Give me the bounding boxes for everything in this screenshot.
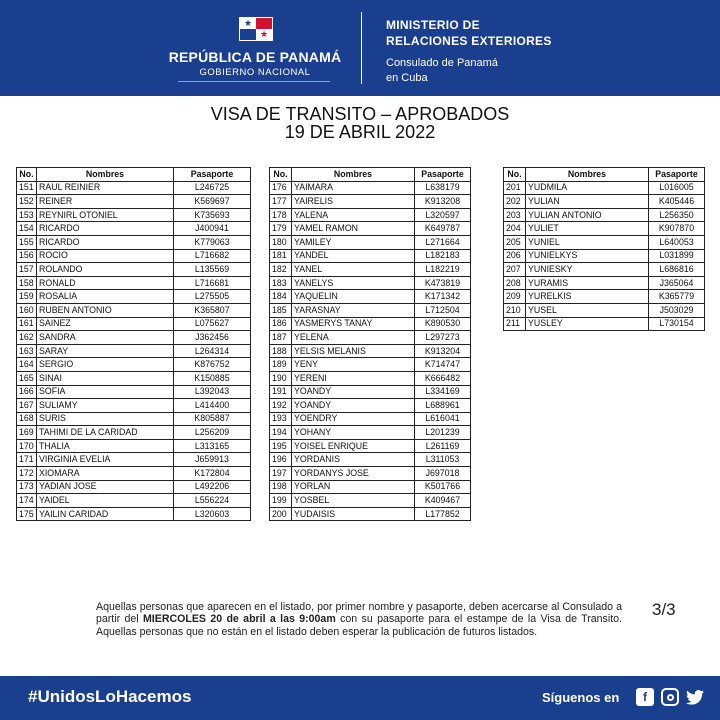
- table-row: [270, 467, 471, 481]
- facebook-icon[interactable]: f: [636, 688, 654, 706]
- row-name: SINAI: [37, 371, 174, 385]
- row-number: 186: [270, 317, 292, 331]
- row-number: 163: [17, 344, 37, 358]
- row-name: YANELYS: [292, 276, 415, 290]
- row-name: YUDMILA: [526, 181, 649, 195]
- row-passport: L313165: [174, 439, 251, 453]
- row-number: 188: [270, 344, 292, 358]
- table-row: [270, 235, 471, 249]
- table-row: [17, 344, 251, 358]
- row-name: YAILIN CARIDAD: [37, 507, 174, 521]
- row-name: YELENA: [292, 331, 415, 345]
- row-name: YUNIEL: [526, 235, 649, 249]
- table-row: [270, 263, 471, 277]
- row-number: 158: [17, 276, 37, 290]
- row-number: 152: [17, 195, 37, 209]
- row-name: SARAY: [37, 344, 174, 358]
- row-number: 191: [270, 385, 292, 399]
- table-row: [17, 371, 251, 385]
- row-passport: K171342: [415, 290, 471, 304]
- row-number: 169: [17, 426, 37, 440]
- table-row: [504, 317, 705, 331]
- page-indicator: 3/3: [652, 600, 676, 619]
- row-name: ROSALIA: [37, 290, 174, 304]
- row-name: REINER: [37, 195, 174, 209]
- row-name: REYNIRL OTONIEL: [37, 208, 174, 222]
- row-name: YAMILEY: [292, 235, 415, 249]
- instructions-note: [96, 601, 622, 638]
- table-row: [270, 371, 471, 385]
- row-name: YUNIESKY: [526, 263, 649, 277]
- note-text-2: con su pasaporte para el estampe de la Visa de Transito. Aquellas personas que no están en el listado deben esperar la publicación de futuros listados.: [96, 613, 622, 638]
- table-row: [17, 290, 251, 304]
- row-number: 203: [504, 208, 526, 222]
- consulate-line-2: en Cuba: [386, 72, 428, 84]
- table-row: [17, 399, 251, 413]
- row-passport: L016005: [649, 181, 705, 195]
- table-row: [504, 181, 705, 195]
- table-row: [504, 195, 705, 209]
- government-subtitle: GOBIERNO NACIONAL: [199, 67, 311, 78]
- row-passport: K714747: [415, 358, 471, 372]
- row-passport: L297273: [415, 331, 471, 345]
- col-header-no: No.: [270, 168, 292, 182]
- row-name: YULIAN: [526, 195, 649, 209]
- table-row: [270, 344, 471, 358]
- row-passport: J697018: [415, 467, 471, 481]
- row-passport: L640053: [649, 235, 705, 249]
- row-number: 178: [270, 208, 292, 222]
- row-name: YOISEL ENRIQUE: [292, 439, 415, 453]
- row-number: 183: [270, 276, 292, 290]
- row-number: 166: [17, 385, 37, 399]
- row-name: YULIET: [526, 222, 649, 236]
- row-passport: L256350: [649, 208, 705, 222]
- table-row: [504, 222, 705, 236]
- row-name: YUSEL: [526, 303, 649, 317]
- table-row: [270, 331, 471, 345]
- table-row: [270, 453, 471, 467]
- row-number: 159: [17, 290, 37, 304]
- row-name: YOENDRY: [292, 412, 415, 426]
- row-number: 193: [270, 412, 292, 426]
- row-number: 156: [17, 249, 37, 263]
- table-row: [17, 249, 251, 263]
- table-row: [270, 276, 471, 290]
- row-number: 174: [17, 494, 37, 508]
- row-passport: L275505: [174, 290, 251, 304]
- row-passport: K666482: [415, 371, 471, 385]
- row-name: YASMERYS TANAY: [292, 317, 415, 331]
- row-name: YALENA: [292, 208, 415, 222]
- row-passport: K405446: [649, 195, 705, 209]
- table-row: [270, 412, 471, 426]
- row-name: YURELKIS: [526, 290, 649, 304]
- row-number: 153: [17, 208, 37, 222]
- row-passport: L392043: [174, 385, 251, 399]
- row-name: ROCIO: [37, 249, 174, 263]
- table-row: [17, 412, 251, 426]
- document-title: VISA DE TRANSITO – APROBADOS: [210, 104, 510, 124]
- row-passport: L256209: [174, 426, 251, 440]
- row-passport: L075627: [174, 317, 251, 331]
- table-row: [270, 181, 471, 195]
- table-row: [17, 235, 251, 249]
- row-passport: L264314: [174, 344, 251, 358]
- table-row: [17, 181, 251, 195]
- row-passport: K913208: [415, 195, 471, 209]
- row-number: 206: [504, 249, 526, 263]
- table-row: [17, 439, 251, 453]
- row-number: 184: [270, 290, 292, 304]
- row-number: 199: [270, 494, 292, 508]
- row-number: 176: [270, 181, 292, 195]
- row-number: 200: [270, 507, 292, 521]
- row-name: YANEL: [292, 263, 415, 277]
- table-row: [17, 358, 251, 372]
- consulate-line-1: Consulado de Panamá: [386, 57, 498, 69]
- row-name: RICARDO: [37, 235, 174, 249]
- row-number: 179: [270, 222, 292, 236]
- table-row: [17, 453, 251, 467]
- row-name: YAMEL RAMON: [292, 222, 415, 236]
- row-name: TAHIMI DE LA CARIDAD: [37, 426, 174, 440]
- table-row: [504, 290, 705, 304]
- ministry-line-2: RELACIONES EXTERIORES: [386, 34, 552, 48]
- row-passport: J659913: [174, 453, 251, 467]
- row-number: 198: [270, 480, 292, 494]
- row-passport: L182219: [415, 263, 471, 277]
- row-name: YERENI: [292, 371, 415, 385]
- row-passport: K876752: [174, 358, 251, 372]
- row-passport: L311053: [415, 453, 471, 467]
- row-name: YUDAISIS: [292, 507, 415, 521]
- table-row: [270, 195, 471, 209]
- row-number: 189: [270, 358, 292, 372]
- row-passport: K365807: [174, 303, 251, 317]
- row-passport: L135569: [174, 263, 251, 277]
- row-passport: L201239: [415, 426, 471, 440]
- table-row: [270, 426, 471, 440]
- table-row: [17, 426, 251, 440]
- follow-us-label: Síguenos en: [542, 690, 620, 705]
- document-date: 19 DE ABRIL 2022: [284, 122, 436, 142]
- row-passport: L271664: [415, 235, 471, 249]
- table-row: [17, 303, 251, 317]
- row-number: 211: [504, 317, 526, 331]
- table-row: [270, 303, 471, 317]
- table-row: [17, 276, 251, 290]
- row-passport: L261169: [415, 439, 471, 453]
- col-header-name: Nombres: [526, 168, 649, 182]
- table-row: [17, 331, 251, 345]
- table-row: [270, 439, 471, 453]
- row-number: 154: [17, 222, 37, 236]
- hashtag: #UnidosLoHacemos: [28, 687, 192, 706]
- row-number: 151: [17, 181, 37, 195]
- row-name: YANDEL: [292, 249, 415, 263]
- table-row: [17, 507, 251, 521]
- row-number: 192: [270, 399, 292, 413]
- table-row: [17, 208, 251, 222]
- republic-title: REPÚBLICA DE PANAMÁ: [168, 49, 342, 65]
- row-name: SANDRA: [37, 331, 174, 345]
- row-name: YADIAN JOSE: [37, 480, 174, 494]
- row-passport: L320597: [415, 208, 471, 222]
- row-number: 190: [270, 371, 292, 385]
- row-number: 160: [17, 303, 37, 317]
- row-passport: K365779: [649, 290, 705, 304]
- row-name: YOHANY: [292, 426, 415, 440]
- row-passport: K473819: [415, 276, 471, 290]
- row-passport: J365064: [649, 276, 705, 290]
- row-name: YAQUELIN: [292, 290, 415, 304]
- table-row: [270, 222, 471, 236]
- row-passport: L320603: [174, 507, 251, 521]
- row-number: 181: [270, 249, 292, 263]
- table-row: [17, 467, 251, 481]
- row-name: YAIMARA: [292, 181, 415, 195]
- row-number: 165: [17, 371, 37, 385]
- row-passport: L414400: [174, 399, 251, 413]
- ministry-line-1: MINISTERIO DE: [386, 18, 480, 32]
- row-passport: K907870: [649, 222, 705, 236]
- table-row: [270, 317, 471, 331]
- row-passport: L686816: [649, 263, 705, 277]
- row-passport: K150885: [174, 371, 251, 385]
- row-number: 197: [270, 467, 292, 481]
- row-number: 157: [17, 263, 37, 277]
- row-name: SULIAMY: [37, 399, 174, 413]
- row-number: 207: [504, 263, 526, 277]
- row-name: YAIRELIS: [292, 195, 415, 209]
- col-header-no: No.: [17, 168, 37, 182]
- row-number: 205: [504, 235, 526, 249]
- row-number: 177: [270, 195, 292, 209]
- row-number: 172: [17, 467, 37, 481]
- table-row: [270, 249, 471, 263]
- table-row: [17, 317, 251, 331]
- row-passport: L688961: [415, 399, 471, 413]
- table-row: [270, 290, 471, 304]
- row-passport: L031899: [649, 249, 705, 263]
- row-passport: L492206: [174, 480, 251, 494]
- row-passport: L716682: [174, 249, 251, 263]
- table-row: [17, 222, 251, 236]
- row-passport: J362456: [174, 331, 251, 345]
- row-name: YOANDY: [292, 385, 415, 399]
- row-name: YUNIELKYS: [526, 249, 649, 263]
- row-passport: K913204: [415, 344, 471, 358]
- row-passport: K779063: [174, 235, 251, 249]
- twitter-icon[interactable]: [686, 688, 704, 706]
- table-row: [504, 276, 705, 290]
- row-passport: K569697: [174, 195, 251, 209]
- row-number: 175: [17, 507, 37, 521]
- table-row: [270, 385, 471, 399]
- row-number: 161: [17, 317, 37, 331]
- table-row: [504, 208, 705, 222]
- row-passport: K172804: [174, 467, 251, 481]
- row-passport: K501766: [415, 480, 471, 494]
- table-row: [270, 507, 471, 521]
- table-row: [270, 358, 471, 372]
- row-number: 204: [504, 222, 526, 236]
- row-passport: L334169: [415, 385, 471, 399]
- row-name: RUBEN ANTONIO: [37, 303, 174, 317]
- note-text-1: Aquellas personas que aparecen en el listado, por primer nombre y pasaporte, deben acercarse al Consulado a partir del: [96, 601, 622, 626]
- row-number: 209: [504, 290, 526, 304]
- table-row: [17, 263, 251, 277]
- row-name: SOFIA: [37, 385, 174, 399]
- row-name: YORLAN: [292, 480, 415, 494]
- row-number: 194: [270, 426, 292, 440]
- table-row: [17, 480, 251, 494]
- table-row: [270, 494, 471, 508]
- table-row: [17, 385, 251, 399]
- row-number: 202: [504, 195, 526, 209]
- row-name: ROLANDO: [37, 263, 174, 277]
- row-number: 162: [17, 331, 37, 345]
- table-row: [270, 208, 471, 222]
- row-name: YAIDEL: [37, 494, 174, 508]
- row-name: YURAMIS: [526, 276, 649, 290]
- row-name: YOANDY: [292, 399, 415, 413]
- table-row: [504, 235, 705, 249]
- row-number: 170: [17, 439, 37, 453]
- row-name: YARASNAY: [292, 303, 415, 317]
- row-number: 168: [17, 412, 37, 426]
- row-passport: J503029: [649, 303, 705, 317]
- row-name: RAUL REINIER: [37, 181, 174, 195]
- row-number: 195: [270, 439, 292, 453]
- note-appointment-date: MIERCOLES 20 de abril a las 9:00am: [142, 613, 336, 626]
- row-passport: L616041: [415, 412, 471, 426]
- row-number: 164: [17, 358, 37, 372]
- table-row: [17, 494, 251, 508]
- row-name: YUSLEY: [526, 317, 649, 331]
- row-number: 182: [270, 263, 292, 277]
- row-passport: L556224: [174, 494, 251, 508]
- approved-list-table-3: [503, 167, 705, 331]
- table-row: [17, 195, 251, 209]
- row-number: 201: [504, 181, 526, 195]
- row-number: 187: [270, 331, 292, 345]
- row-name: SERGIO: [37, 358, 174, 372]
- row-name: RONALD: [37, 276, 174, 290]
- row-number: 173: [17, 480, 37, 494]
- header-banner: [0, 0, 720, 96]
- government-underline: [178, 81, 330, 82]
- row-passport: L712504: [415, 303, 471, 317]
- row-passport: L716681: [174, 276, 251, 290]
- row-name: THALIA: [37, 439, 174, 453]
- footer-banner: [0, 676, 720, 720]
- row-name: YENY: [292, 358, 415, 372]
- row-passport: K735693: [174, 208, 251, 222]
- row-name: SAINEZ: [37, 317, 174, 331]
- row-passport: L638179: [415, 181, 471, 195]
- col-header-name: Nombres: [37, 168, 174, 182]
- row-number: 196: [270, 453, 292, 467]
- row-name: SURIS: [37, 412, 174, 426]
- col-header-passport: Pasaporte: [415, 168, 471, 182]
- row-passport: K805887: [174, 412, 251, 426]
- row-number: 155: [17, 235, 37, 249]
- header-divider: [361, 12, 362, 84]
- row-name: YOSBEL: [292, 494, 415, 508]
- row-number: 208: [504, 276, 526, 290]
- row-number: 210: [504, 303, 526, 317]
- row-number: 185: [270, 303, 292, 317]
- instagram-icon[interactable]: [661, 688, 679, 706]
- table-row: [504, 263, 705, 277]
- row-name: YORDANIS: [292, 453, 415, 467]
- table-row: [504, 249, 705, 263]
- row-passport: L246725: [174, 181, 251, 195]
- row-passport: K649787: [415, 222, 471, 236]
- col-header-name: Nombres: [292, 168, 415, 182]
- row-name: RICARDO: [37, 222, 174, 236]
- col-header-passport: Pasaporte: [174, 168, 251, 182]
- row-number: 167: [17, 399, 37, 413]
- panama-flag-icon: ★ ★: [239, 17, 273, 41]
- col-header-passport: Pasaporte: [649, 168, 705, 182]
- table-row: [270, 399, 471, 413]
- col-header-no: No.: [504, 168, 526, 182]
- row-name: YELSIS MELANIS: [292, 344, 415, 358]
- row-number: 171: [17, 453, 37, 467]
- row-number: 180: [270, 235, 292, 249]
- row-name: YULIAN ANTONIO: [526, 208, 649, 222]
- row-passport: L177852: [415, 507, 471, 521]
- row-passport: K890530: [415, 317, 471, 331]
- table-row: [270, 480, 471, 494]
- row-name: XIOMARA: [37, 467, 174, 481]
- row-name: YORDANYS JOSE: [292, 467, 415, 481]
- row-passport: L730154: [649, 317, 705, 331]
- table-row: [504, 303, 705, 317]
- row-passport: K409467: [415, 494, 471, 508]
- approved-list-table-1: [16, 167, 251, 521]
- row-name: VIRGINIA EVELIA: [37, 453, 174, 467]
- row-passport: J400941: [174, 222, 251, 236]
- approved-list-table-2: [269, 167, 471, 521]
- row-passport: L182183: [415, 249, 471, 263]
